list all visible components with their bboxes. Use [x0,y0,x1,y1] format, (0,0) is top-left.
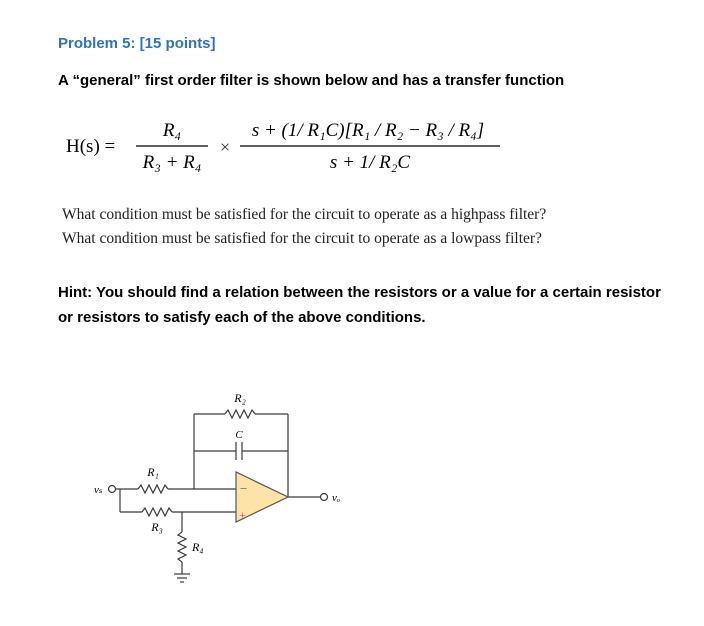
problem-title: Problem 5: [15 points] [58,35,216,52]
label-r4: R₄ [192,540,204,554]
label-r1: R₁ [147,465,159,479]
hint-text: Hint: You should find a relation between the resistors or a value for a certain resistor or resistors to satisfy each of the above conditions. [58,284,661,326]
problem-intro: A “general” first order filter is shown below and has a transfer function [58,72,565,89]
filter-circuit-diagram [70,380,340,595]
question-lowpass: What condition must be satisfied for the circuit to operate as a lowpass filter? [62,230,542,247]
fraction1-numerator: R₄ [162,120,182,141]
formula-lhs: H(s) = [66,136,116,157]
transfer-function-formula [60,112,530,182]
circuit-wires [109,410,328,582]
fraction2-numerator: s + (1/ R₁C)[R₁ / R₂ − R₃ / R₄] [251,120,485,141]
fraction2-denominator: s + 1/ R₂C [329,152,411,173]
label-vo: vₒ [332,492,340,504]
questions [62,203,546,251]
label-r3: R₃ [151,520,163,534]
label-vs: vₛ [94,484,103,496]
opamp-plus-sign: + [239,508,246,522]
question-highpass: What condition must be satisfied for the circuit to operate as a highpass filter? [62,206,547,223]
fraction1-denominator: R₃ + R₄ [142,152,202,173]
opamp-minus-sign: − [240,481,248,496]
times-sign: × [220,137,231,157]
label-c: C [235,429,243,441]
label-r2: R₂ [234,391,246,405]
